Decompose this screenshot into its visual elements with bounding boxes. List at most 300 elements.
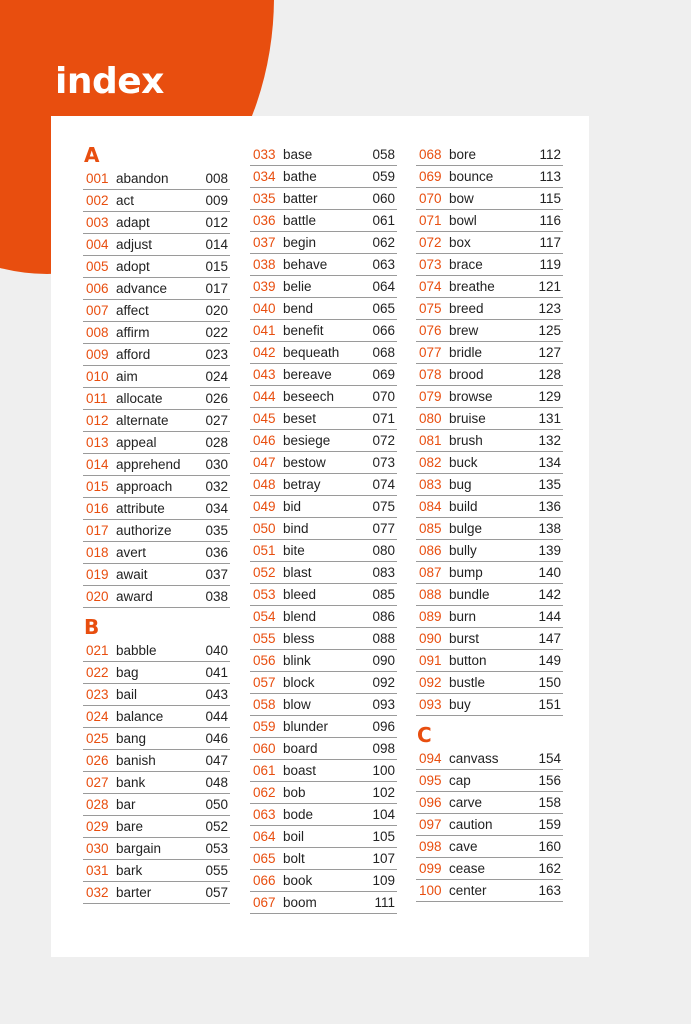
index-entry	[416, 814, 563, 836]
entry-word: buy	[449, 697, 471, 712]
entry-word: bless	[283, 631, 315, 646]
entry-word: babble	[116, 643, 157, 658]
entry-page-number: 036	[205, 545, 228, 560]
entry-word: brace	[449, 257, 483, 272]
section-letter-a: A	[84, 143, 100, 167]
entry-page-number: 127	[538, 345, 561, 360]
index-entry	[250, 782, 397, 804]
entry-number: 087	[419, 565, 442, 580]
index-entry	[416, 496, 563, 518]
entry-number: 011	[86, 391, 108, 406]
entry-number: 044	[253, 389, 276, 404]
entry-number: 079	[419, 389, 442, 404]
entry-word: affirm	[116, 325, 150, 340]
entry-number: 062	[253, 785, 276, 800]
entry-word: browse	[449, 389, 493, 404]
entry-number: 094	[419, 751, 442, 766]
entry-word: breed	[449, 301, 484, 316]
entry-number: 006	[86, 281, 109, 296]
entry-word: aim	[116, 369, 138, 384]
entry-number: 020	[86, 589, 109, 604]
entry-number: 077	[419, 345, 442, 360]
entry-page-number: 132	[538, 433, 561, 448]
entry-number: 034	[253, 169, 276, 184]
index-entry	[416, 858, 563, 880]
entry-page-number: 162	[538, 861, 561, 876]
entry-number: 005	[86, 259, 109, 274]
entry-page-number: 024	[205, 369, 228, 384]
entry-word: brush	[449, 433, 483, 448]
index-entry	[250, 716, 397, 738]
entry-page-number: 139	[538, 543, 561, 558]
entry-page-number: 009	[205, 193, 228, 208]
index-entry	[83, 542, 230, 564]
entry-page-number: 032	[205, 479, 228, 494]
entry-word: attribute	[116, 501, 165, 516]
entry-number: 029	[86, 819, 109, 834]
entry-page-number: 017	[205, 281, 228, 296]
entry-number: 014	[86, 457, 109, 472]
entry-page-number: 111	[374, 895, 395, 910]
index-entry	[83, 278, 230, 300]
entry-number: 086	[419, 543, 442, 558]
index-entry	[250, 694, 397, 716]
entry-page-number: 096	[372, 719, 395, 734]
entry-word: advance	[116, 281, 168, 296]
index-entry	[416, 254, 563, 276]
entry-word: bully	[449, 543, 477, 558]
entry-page-number: 046	[205, 731, 228, 746]
entry-page-number: 020	[205, 303, 228, 318]
entry-word: bowl	[449, 213, 477, 228]
index-entry	[416, 694, 563, 716]
entry-word: canvass	[449, 751, 499, 766]
entry-number: 039	[253, 279, 276, 294]
index-entry	[83, 838, 230, 860]
entry-word: buck	[449, 455, 478, 470]
index-entry	[250, 562, 397, 584]
index-entry	[416, 210, 563, 232]
entry-page-number: 069	[372, 367, 395, 382]
entry-number: 054	[253, 609, 276, 624]
entry-page-number: 061	[372, 213, 395, 228]
entry-number: 066	[253, 873, 276, 888]
entry-word: bolt	[283, 851, 305, 866]
entry-page-number: 023	[205, 347, 228, 362]
entry-number: 081	[419, 433, 442, 448]
index-entry	[416, 342, 563, 364]
index-entry	[416, 144, 563, 166]
entry-number: 065	[253, 851, 276, 866]
entry-page-number: 071	[372, 411, 395, 426]
entry-page-number: 090	[372, 653, 395, 668]
entry-word: center	[449, 883, 487, 898]
entry-number: 016	[86, 501, 109, 516]
entry-page-number: 030	[205, 457, 228, 472]
entry-word: box	[449, 235, 471, 250]
index-entry	[250, 342, 397, 364]
entry-word: boil	[283, 829, 305, 844]
entry-number: 024	[86, 709, 109, 724]
entry-page-number: 085	[372, 587, 395, 602]
index-entry	[83, 684, 230, 706]
entry-number: 078	[419, 367, 442, 382]
entry-number: 017	[86, 523, 109, 538]
entry-number: 084	[419, 499, 442, 514]
entry-word: bounce	[449, 169, 494, 184]
entry-number: 041	[253, 323, 276, 338]
entry-page-number: 135	[538, 477, 561, 492]
index-entry	[250, 826, 397, 848]
entry-word: bargain	[116, 841, 162, 856]
entry-word: betray	[283, 477, 321, 492]
entry-number: 075	[419, 301, 442, 316]
entry-number: 057	[253, 675, 276, 690]
entry-page-number: 060	[372, 191, 395, 206]
entry-number: 019	[86, 567, 109, 582]
index-entry	[83, 168, 230, 190]
entry-word: bail	[116, 687, 138, 702]
index-entry	[416, 562, 563, 584]
entry-number: 049	[253, 499, 276, 514]
entry-word: blunder	[283, 719, 329, 734]
entry-number: 026	[86, 753, 109, 768]
index-entry	[83, 772, 230, 794]
index-entry	[416, 166, 563, 188]
entry-number: 069	[419, 169, 442, 184]
entry-number: 100	[419, 883, 442, 898]
entry-word: adjust	[116, 237, 153, 252]
index-entry	[416, 364, 563, 386]
entry-page-number: 048	[205, 775, 228, 790]
entry-number: 080	[419, 411, 442, 426]
index-entry	[83, 300, 230, 322]
entry-page-number: 138	[538, 521, 561, 536]
entry-word: adopt	[116, 259, 150, 274]
entry-number: 056	[253, 653, 276, 668]
index-entry	[83, 794, 230, 816]
entry-page-number: 125	[538, 323, 561, 338]
entry-word: bulge	[449, 521, 483, 536]
entry-number: 095	[419, 773, 442, 788]
entry-word: act	[116, 193, 135, 208]
entry-word: affect	[116, 303, 149, 318]
entry-page-number: 037	[205, 567, 228, 582]
index-entry	[83, 234, 230, 256]
index-entry	[416, 474, 563, 496]
entry-word: bow	[449, 191, 474, 206]
entry-word: base	[283, 147, 313, 162]
entry-page-number: 026	[205, 391, 228, 406]
entry-word: cap	[449, 773, 471, 788]
index-entry	[83, 564, 230, 586]
entry-page-number: 136	[538, 499, 561, 514]
entry-number: 067	[253, 895, 276, 910]
index-entry	[416, 320, 563, 342]
entry-word: bustle	[449, 675, 486, 690]
entry-word: beset	[283, 411, 317, 426]
index-entry	[83, 860, 230, 882]
entry-word: appeal	[116, 435, 157, 450]
entry-word: bend	[283, 301, 314, 316]
index-entry	[83, 476, 230, 498]
entry-word: beseech	[283, 389, 335, 404]
entry-word: boom	[283, 895, 317, 910]
entry-page-number: 140	[538, 565, 561, 580]
index-entry	[83, 388, 230, 410]
entry-word: blow	[283, 697, 311, 712]
index-entry	[416, 836, 563, 858]
entry-word: adapt	[116, 215, 150, 230]
index-entry	[83, 662, 230, 684]
entry-word: carve	[449, 795, 483, 810]
entry-number: 003	[86, 215, 109, 230]
index-column-1	[83, 142, 230, 904]
entry-page-number: 150	[538, 675, 561, 690]
entry-word: bathe	[283, 169, 317, 184]
entry-page-number: 086	[372, 609, 395, 624]
entry-page-number: 053	[205, 841, 228, 856]
index-entry	[250, 430, 397, 452]
index-entry	[250, 320, 397, 342]
index-entry	[83, 498, 230, 520]
entry-number: 055	[253, 631, 276, 646]
entry-number: 050	[253, 521, 276, 536]
entry-word: begin	[283, 235, 317, 250]
entry-number: 089	[419, 609, 442, 624]
entry-word: bind	[283, 521, 309, 536]
entry-number: 068	[419, 147, 442, 162]
index-entry	[83, 190, 230, 212]
index-entry	[250, 672, 397, 694]
index-entry	[250, 650, 397, 672]
entry-number: 076	[419, 323, 442, 338]
entry-word: boast	[283, 763, 317, 778]
entry-word: bridle	[449, 345, 483, 360]
entry-page-number: 073	[372, 455, 395, 470]
entry-number: 090	[419, 631, 442, 646]
entry-number: 022	[86, 665, 109, 680]
entry-page-number: 113	[539, 169, 561, 184]
index-entry	[83, 432, 230, 454]
entry-word: cave	[449, 839, 478, 854]
entry-number: 018	[86, 545, 109, 560]
entry-page-number: 055	[205, 863, 228, 878]
index-entry	[250, 518, 397, 540]
entry-page-number: 115	[539, 191, 561, 206]
entry-word: burst	[449, 631, 480, 646]
entry-number: 046	[253, 433, 276, 448]
entry-number: 052	[253, 565, 276, 580]
index-entry	[250, 474, 397, 496]
index-entry	[416, 276, 563, 298]
entry-word: bark	[116, 863, 143, 878]
index-entry	[250, 298, 397, 320]
entry-page-number: 083	[372, 565, 395, 580]
index-entry	[83, 816, 230, 838]
index-entry	[83, 366, 230, 388]
page-title: index	[55, 61, 164, 102]
entry-word: bob	[283, 785, 306, 800]
entry-word: apprehend	[116, 457, 181, 472]
entry-word: barter	[116, 885, 152, 900]
entry-word: bump	[449, 565, 483, 580]
entry-page-number: 093	[372, 697, 395, 712]
entry-word: caution	[449, 817, 493, 832]
entry-page-number: 047	[205, 753, 228, 768]
entry-page-number: 149	[538, 653, 561, 668]
entry-number: 063	[253, 807, 276, 822]
index-entry	[83, 410, 230, 432]
entry-number: 023	[86, 687, 109, 702]
index-entry	[83, 750, 230, 772]
entry-word: belie	[283, 279, 312, 294]
entry-word: bundle	[449, 587, 490, 602]
entry-page-number: 131	[538, 411, 561, 426]
index-entry	[83, 322, 230, 344]
entry-word: alternate	[116, 413, 169, 428]
entry-page-number: 070	[372, 389, 395, 404]
index-entry	[416, 232, 563, 254]
entry-number: 007	[86, 303, 109, 318]
index-entry	[416, 452, 563, 474]
entry-word: bite	[283, 543, 305, 558]
entry-number: 092	[419, 675, 442, 690]
entry-word: blink	[283, 653, 311, 668]
entry-number: 059	[253, 719, 276, 734]
entry-number: 031	[86, 863, 109, 878]
entry-page-number: 080	[372, 543, 395, 558]
index-entry	[83, 520, 230, 542]
entry-number: 091	[419, 653, 442, 668]
index-entry	[250, 254, 397, 276]
entry-number: 088	[419, 587, 442, 602]
entry-word: benefit	[283, 323, 324, 338]
entry-word: await	[116, 567, 148, 582]
entry-page-number: 098	[372, 741, 395, 756]
entry-page-number: 014	[205, 237, 228, 252]
index-entry	[83, 256, 230, 278]
index-entry	[250, 276, 397, 298]
entry-page-number: 072	[372, 433, 395, 448]
index-entry	[416, 298, 563, 320]
entry-number: 060	[253, 741, 276, 756]
entry-word: approach	[116, 479, 173, 494]
entry-page-number: 123	[538, 301, 561, 316]
index-entry	[250, 848, 397, 870]
entry-page-number: 038	[205, 589, 228, 604]
index-entry	[416, 792, 563, 814]
entry-page-number: 129	[538, 389, 561, 404]
entry-word: breathe	[449, 279, 495, 294]
entry-word: award	[116, 589, 153, 604]
entry-page-number: 144	[538, 609, 561, 624]
entry-word: bid	[283, 499, 302, 514]
entry-page-number: 015	[205, 259, 228, 274]
entry-word: besiege	[283, 433, 331, 448]
index-entry	[250, 496, 397, 518]
entry-word: brood	[449, 367, 484, 382]
entry-number: 037	[253, 235, 276, 250]
entry-page-number: 043	[205, 687, 228, 702]
index-column-3	[416, 144, 563, 902]
index-entry	[416, 628, 563, 650]
entry-page-number: 008	[205, 171, 228, 186]
entry-word: bruise	[449, 411, 486, 426]
entry-number: 038	[253, 257, 276, 272]
entry-number: 027	[86, 775, 109, 790]
entry-number: 015	[86, 479, 109, 494]
entry-number: 033	[253, 147, 276, 162]
entry-number: 082	[419, 455, 442, 470]
index-entry	[250, 804, 397, 826]
entry-number: 045	[253, 411, 276, 426]
index-entry	[416, 606, 563, 628]
entry-word: bar	[116, 797, 136, 812]
entry-number: 010	[86, 369, 109, 384]
entry-word: bereave	[283, 367, 332, 382]
index-entry	[83, 706, 230, 728]
entry-word: allocate	[116, 391, 163, 406]
section-letter-b: B	[84, 615, 100, 639]
entry-page-number: 147	[538, 631, 561, 646]
entry-word: banish	[116, 753, 156, 768]
entry-word: bode	[283, 807, 314, 822]
entry-page-number: 041	[205, 665, 228, 680]
entry-page-number: 088	[372, 631, 395, 646]
entry-page-number: 040	[205, 643, 228, 658]
entry-page-number: 058	[372, 147, 395, 162]
entry-word: abandon	[116, 171, 169, 186]
section-letter-c: C	[417, 723, 432, 747]
entry-number: 070	[419, 191, 442, 206]
entry-number: 035	[253, 191, 276, 206]
entry-number: 036	[253, 213, 276, 228]
index-entry	[250, 540, 397, 562]
entry-word: burn	[449, 609, 477, 624]
entry-page-number: 074	[372, 477, 395, 492]
entry-page-number: 105	[372, 829, 395, 844]
entry-number: 009	[86, 347, 109, 362]
entry-page-number: 052	[205, 819, 228, 834]
index-entry	[250, 144, 397, 166]
index-entry	[83, 586, 230, 608]
entry-number: 096	[419, 795, 442, 810]
index-entry	[250, 210, 397, 232]
entry-page-number: 050	[205, 797, 228, 812]
entry-word: bestow	[283, 455, 326, 470]
index-entry	[83, 640, 230, 662]
index-entry	[83, 344, 230, 366]
entry-page-number: 075	[372, 499, 395, 514]
entry-number: 048	[253, 477, 276, 492]
entry-number: 083	[419, 477, 442, 492]
entry-word: battle	[283, 213, 317, 228]
index-entry	[83, 454, 230, 476]
entry-number: 071	[419, 213, 442, 228]
entry-page-number: 159	[538, 817, 561, 832]
entry-page-number: 057	[205, 885, 228, 900]
index-entry	[416, 880, 563, 902]
index-entry	[250, 364, 397, 386]
index-entry	[250, 188, 397, 210]
index-entry	[250, 628, 397, 650]
index-entry	[250, 232, 397, 254]
entry-number: 058	[253, 697, 276, 712]
entry-word: behave	[283, 257, 328, 272]
index-entry	[250, 408, 397, 430]
entry-number: 053	[253, 587, 276, 602]
